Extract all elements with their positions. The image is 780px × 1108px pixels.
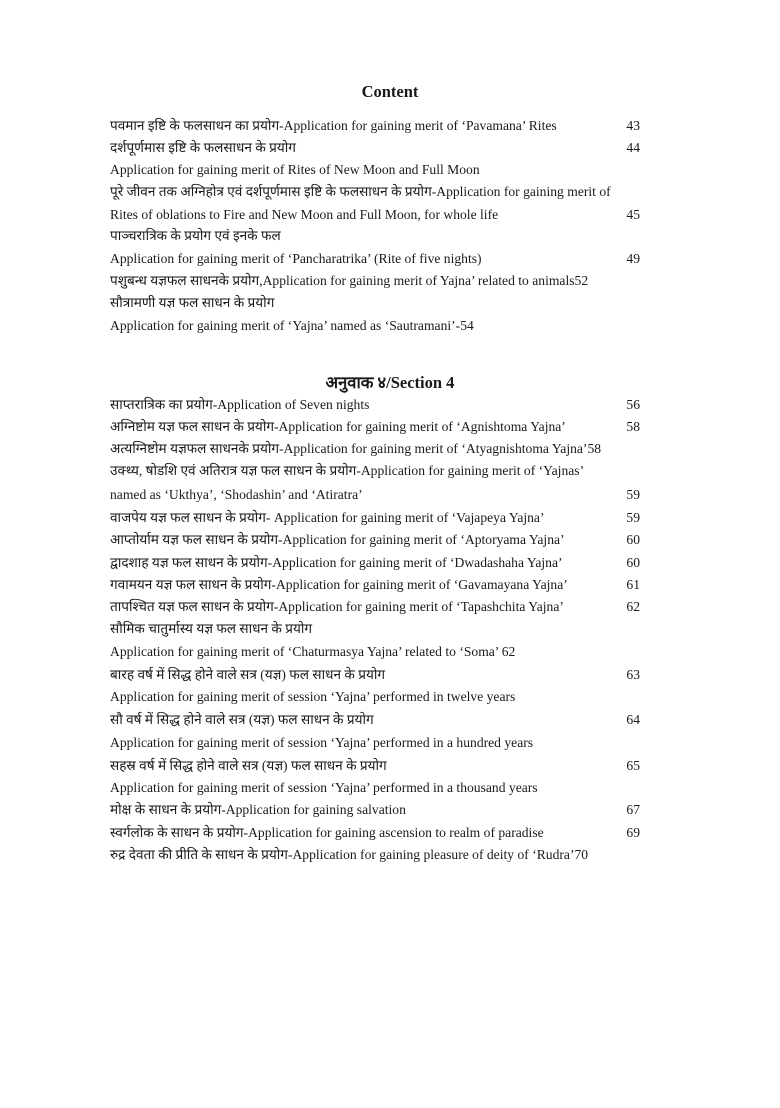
toc-page-number: 60 — [626, 555, 640, 570]
toc-page-number: 60 — [626, 532, 640, 547]
toc-text: मोक्ष के साधन के प्रयोग-Application for gaining salvation — [110, 802, 406, 817]
toc-text: अत्यग्निष्टोम यज्ञफल साधनके प्रयोग-Application for gaining merit of ‘Atyagnishtoma Yajna’58 — [110, 441, 602, 456]
toc-page-number: 44 — [626, 140, 640, 155]
toc-text: Application for gaining merit of session ‘Yajna’ performed in a thousand years — [110, 780, 538, 795]
toc-text: सौमिक चातुर्मास्य यज्ञ फल साधन के प्रयोग — [110, 621, 313, 636]
toc-line — [110, 756, 640, 776]
toc-line — [110, 687, 640, 707]
toc-line — [110, 665, 640, 685]
toc-text: आप्तोर्याम यज्ञ फल साधन के प्रयोग-Application for gaining merit of ‘Aptoryama Yajna’ — [110, 532, 565, 547]
toc-line — [110, 508, 640, 528]
toc-line — [110, 138, 640, 158]
toc-text: Rites of oblations to Fire and New Moon and Full Moon, for whole life — [110, 207, 499, 222]
toc-line — [110, 182, 640, 202]
page-title: Content — [361, 82, 419, 101]
toc-page-number: 67 — [626, 802, 640, 817]
toc-line — [110, 553, 640, 573]
toc-page-number: 62 — [626, 599, 640, 614]
toc-text: दर्शपूर्णमास इष्टि के फलसाधन के प्रयोग — [110, 140, 296, 155]
toc-text: Application for gaining merit of session ‘Yajna’ performed in twelve years — [110, 689, 516, 704]
toc-page-number: 64 — [626, 712, 640, 727]
toc-text: पूरे जीवन तक अग्निहोत्र एवं दर्शपूर्णमास इष्टि के फलसाधन के प्रयोग-Application for gaining merit of — [110, 184, 611, 199]
toc-line — [110, 417, 640, 437]
toc-line — [110, 642, 640, 662]
toc-page-number: 43 — [626, 118, 640, 133]
toc-text: named as ‘Ukthya’, ‘Shodashin’ and ‘Atiratra’ — [110, 487, 363, 502]
toc-text: वाजपेय यज्ञ फल साधन के प्रयोग- Application for gaining merit of ‘Vajapeya Yajna’ — [110, 510, 545, 525]
toc-text: सौत्रामणी यज्ञ फल साधन के प्रयोग — [110, 295, 275, 310]
section-heading: अनुवाक ४/Section 4 — [325, 373, 455, 392]
toc-line — [110, 316, 640, 336]
toc-line — [110, 160, 640, 180]
toc-page-number: 63 — [626, 667, 640, 682]
toc-text: Application for gaining merit of ‘Chaturmasya Yajna’ related to ‘Soma’ 62 — [110, 644, 516, 659]
toc-text: साप्तरात्रिक का प्रयोग-Application of Seven nights — [110, 397, 370, 412]
toc-text: उक्थ्य, षोडशि एवं अतिरात्र यज्ञ फल साधन के प्रयोग-Application for gaining merit of ‘Yajnas’ — [110, 463, 585, 478]
toc-line — [110, 845, 640, 865]
toc-text: स्वर्गलोक के साधन के प्रयोग-Application for gaining ascension to realm of paradise — [110, 825, 544, 840]
toc-line — [110, 575, 640, 595]
toc-text: Application for gaining merit of Rites of New Moon and Full Moon — [110, 162, 480, 177]
toc-text: रुद्र देवता की प्रीति के साधन के प्रयोग-Application for gaining pleasure of deity of ‘Rudra’70 — [110, 847, 589, 862]
toc-line — [110, 619, 640, 639]
toc-line — [110, 205, 640, 225]
toc-line — [110, 733, 640, 753]
toc-line — [110, 778, 640, 798]
toc-text: द्वादशाह यज्ञ फल साधन के प्रयोग-Application for gaining merit of ‘Dwadashaha Yajna’ — [110, 555, 563, 570]
toc-text: तापश्चित यज्ञ फल साधन के प्रयोग-Application for gaining merit of ‘Tapashchita Yajna’ — [110, 599, 564, 614]
toc-text: पवमान इष्टि के फलसाधन का प्रयोग-Application for gaining merit of ‘Pavamana’ Rites — [110, 118, 557, 133]
toc-line — [110, 530, 640, 550]
toc-line — [110, 461, 640, 481]
toc-text: Application for gaining merit of session ‘Yajna’ performed in a hundred years — [110, 735, 534, 750]
toc-line — [110, 823, 640, 843]
toc-text: गवामयन यज्ञ फल साधन के प्रयोग-Application for gaining merit of ‘Gavamayana Yajna’ — [110, 577, 568, 592]
toc-page-number: 45 — [626, 207, 640, 222]
toc-page-number: 65 — [626, 758, 640, 773]
toc-page-number: 69 — [626, 825, 640, 840]
toc-text: Application for gaining merit of ‘Yajna’ named as ‘Sautramani’-54 — [110, 318, 474, 333]
toc-line — [110, 710, 640, 730]
toc-text: सौ वर्ष में सिद्ध होने वाले सत्र (यज्ञ) फल साधन के प्रयोग — [110, 712, 374, 727]
toc-line — [110, 271, 640, 291]
toc-text: अग्निष्टोम यज्ञ फल साधन के प्रयोग-Application for gaining merit of ‘Agnishtoma Yajna’ — [110, 419, 566, 434]
toc-line — [110, 116, 640, 136]
toc-line — [110, 395, 640, 415]
toc-page-number: 58 — [626, 419, 640, 434]
toc-text: बारह वर्ष में सिद्ध होने वाले सत्र (यज्ञ) फल साधन के प्रयोग — [110, 667, 386, 682]
toc-line — [110, 597, 640, 617]
toc-text: सहस्र वर्ष में सिद्ध होने वाले सत्र (यज्ञ) फल साधन के प्रयोग — [110, 758, 387, 773]
toc-page-number: 49 — [626, 251, 640, 266]
toc-line — [110, 485, 640, 505]
toc-text: पशुबन्ध यज्ञफल साधनके प्रयोग,Application for gaining merit of Yajna’ related to animals52 — [110, 273, 589, 288]
toc-page-number: 56 — [626, 397, 640, 412]
toc-line — [110, 226, 640, 246]
toc-line — [110, 293, 640, 313]
toc-page-number: 59 — [626, 510, 640, 525]
toc-line — [110, 439, 640, 459]
toc-page-number: 59 — [626, 487, 640, 502]
toc-text: पाञ्चरात्रिक के प्रयोग एवं इनके फल — [110, 228, 281, 243]
toc-page-number: 61 — [626, 577, 640, 592]
toc-line — [110, 800, 640, 820]
toc-line — [110, 249, 640, 269]
toc-text: Application for gaining merit of ‘Pancharatrika’ (Rite of five nights) — [110, 251, 482, 266]
